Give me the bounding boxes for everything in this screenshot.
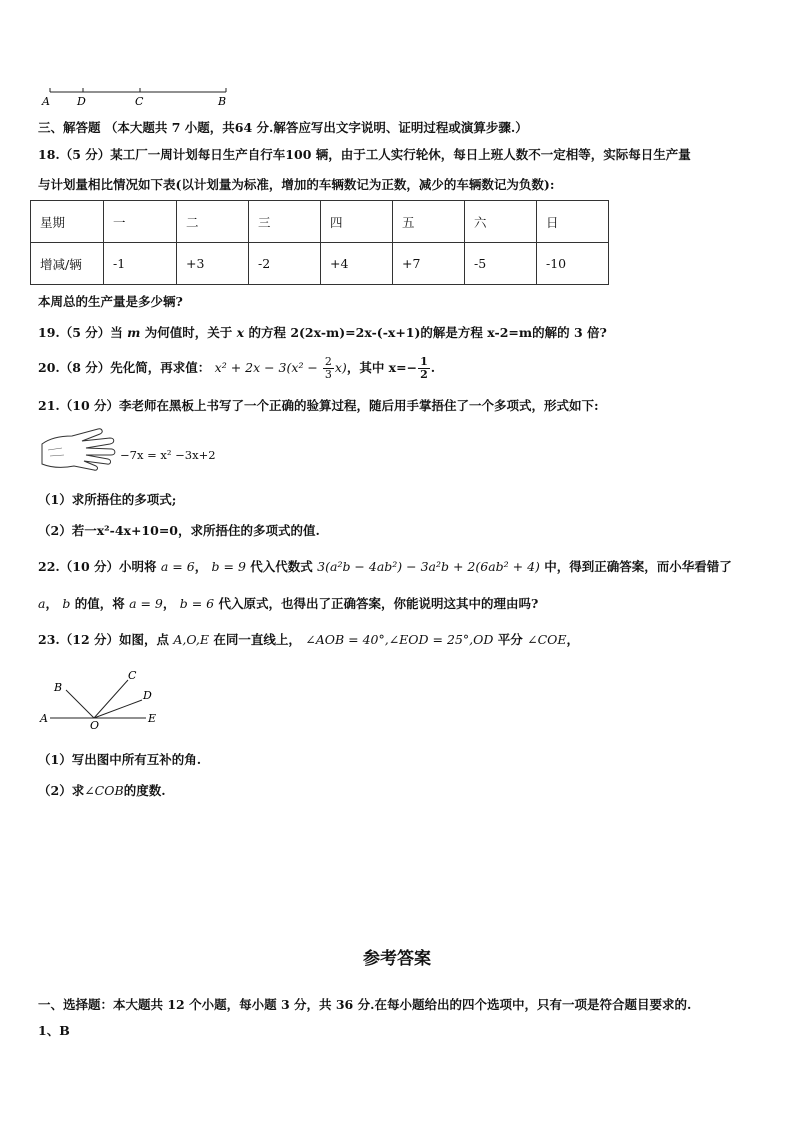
q21-sub2: （2）若一x²-4x+10=0，求所捂住的多项式的值.: [38, 523, 320, 538]
q21-text: 21.（10 分）李老师在黑板上书写了一个正确的验算过程，随后用手掌捂住了一个多项式，形式如下:: [38, 398, 599, 413]
q18-question: 本周总的生产量是多少辆?: [38, 294, 183, 309]
q18-line2: 与计划量相比情况如下表(以计划量为标准，增加的车辆数记为正数，减少的车辆数记为负数):: [38, 177, 555, 192]
table-cell: -10: [537, 243, 609, 285]
hand-icon: [38, 426, 118, 474]
segment-figure: [36, 86, 236, 110]
table-cell: -5: [465, 243, 537, 285]
table-header-row: [31, 201, 609, 243]
q23-sub1: （1）写出图中所有互补的角.: [38, 752, 202, 767]
label-C: C: [135, 95, 144, 108]
table-cell: +3: [177, 243, 249, 285]
table-cell: 一: [104, 201, 177, 243]
table-cell: 六: [465, 201, 537, 243]
label-D: D: [143, 689, 152, 702]
angle-figure: [36, 668, 166, 730]
answers-title: 参考答案: [363, 949, 431, 969]
q22-line1: 22.（10 分）小明将 a = 6， b = 9 代入代数式 3(a²b − 4ab²) − 3a²b + 2(6ab² + 4) 中，得到正确答案，而小华看错了: [38, 559, 732, 574]
label-B: B: [54, 681, 63, 694]
label-B: B: [218, 95, 227, 108]
q21-sub1: （1）求所捂住的多项式;: [38, 492, 177, 507]
q23-sub2: （2）求∠COB的度数.: [38, 783, 166, 798]
table-cell: 二: [177, 201, 249, 243]
table-cell: -2: [249, 243, 321, 285]
table-cell: 日: [537, 201, 609, 243]
label-O: O: [90, 719, 100, 730]
table-cell: 星期: [31, 201, 104, 243]
q18-line1: 18.（5 分）某工厂一周计划每日生产自行车100 辆，由于工人实行轮休，每日上班人数不一定相等，实际每日生产量: [38, 147, 691, 162]
table-cell: 三: [249, 201, 321, 243]
label-A: A: [40, 712, 48, 725]
q20: 20.（8 分）先化简，再求值： x² + 2x − 3(x² − $\frac{2}{3}$ x)，其中 x=− $\frac{1}{2}$ .: [38, 355, 436, 381]
q22-line2: a， b 的值，将 a = 9， b = 6 代入原式，也得出了正确答案，你能说明这其中的理由吗?: [38, 596, 539, 611]
table-cell: -1: [104, 243, 177, 285]
answers-section1: 一、选择题：本大题共 12 个小题，每小题 3 分，共 36 分.在每小题给出的四个选项中，只有一项是符合题目要求的.: [38, 997, 692, 1012]
q23-text: 23.（12 分）如图，点 A,O,E 在同一直线上， ∠AOB = 40°,∠EOD = 25°,OD 平分 ∠COE，: [38, 632, 580, 647]
table-cell: +7: [393, 243, 465, 285]
label-A: A: [42, 95, 50, 108]
table-row: [31, 243, 609, 285]
answer-1: 1、B: [38, 1023, 70, 1038]
q21-formula: −7x = x² −3x+2: [120, 448, 216, 462]
production-table: [30, 200, 609, 285]
section3-header: 三、解答题 （本大题共 7 小题，共64 分.解答应写出文字说明、证明过程或演算步骤.）: [38, 120, 528, 135]
label-D: D: [77, 95, 86, 108]
q19: 19.（5 分）当 m 为何值时，关于 x 的方程 2(2x-m)=2x-(-x+1)的解是方程 x-2=m的解的 3 倍?: [38, 325, 607, 340]
label-E: E: [148, 712, 157, 725]
table-cell: 增减/辆: [31, 243, 104, 285]
label-C: C: [128, 669, 137, 682]
table-cell: 五: [393, 201, 465, 243]
table-cell: +4: [321, 243, 393, 285]
table-cell: 四: [321, 201, 393, 243]
